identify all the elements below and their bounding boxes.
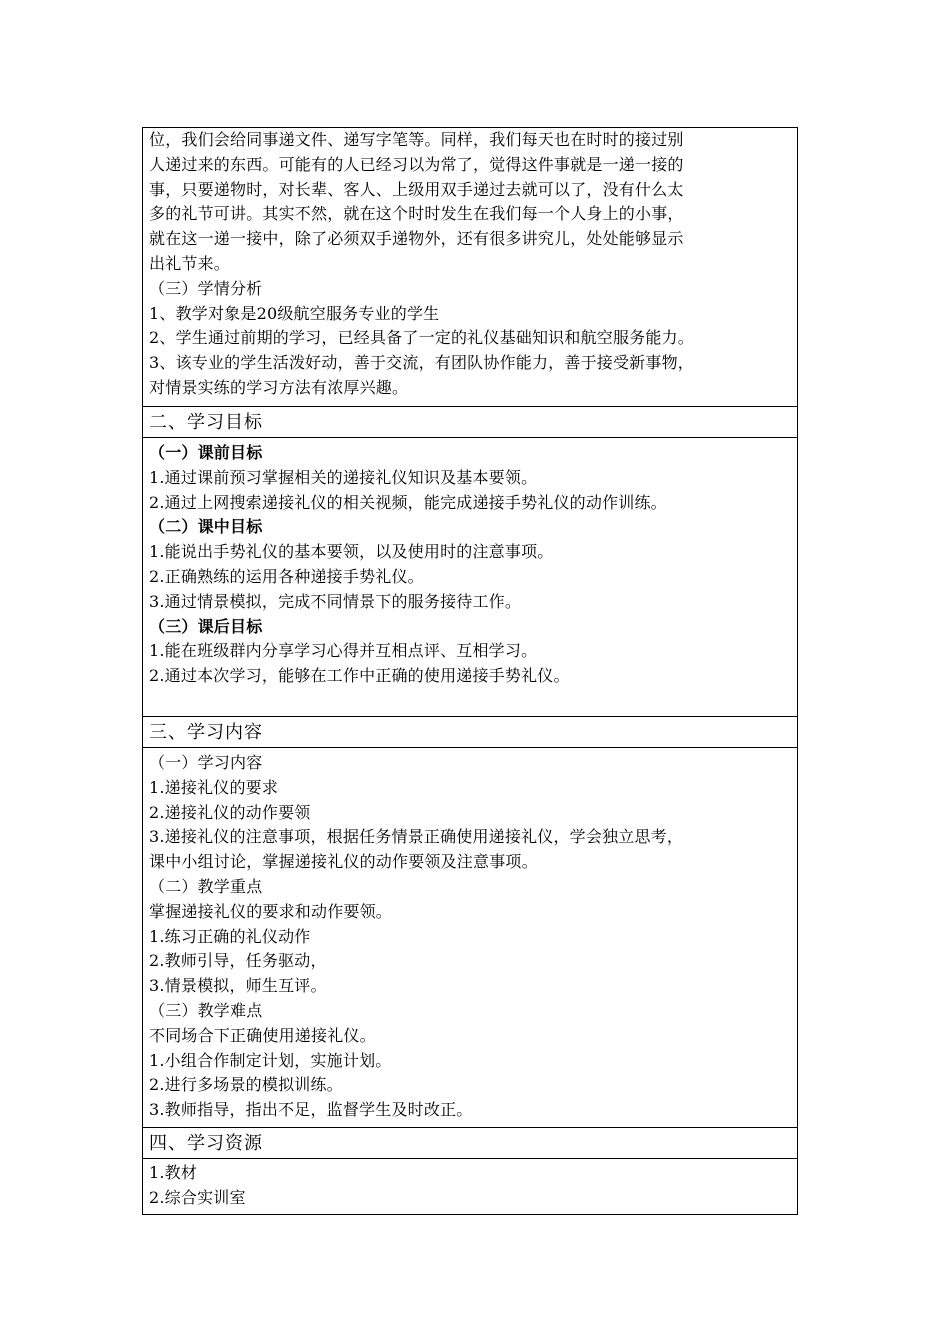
pre-class-objective-subheading: （一）课前目标 — [149, 443, 263, 462]
content-subheading: （一）学习内容 — [149, 753, 263, 772]
section-heading-learning-content: 三、学习内容 — [143, 716, 797, 747]
section-heading-learning-objectives: 二、学习目标 — [143, 406, 797, 437]
intro-line: 对情景实练的学习方法有浓厚兴趣。 — [149, 377, 409, 397]
content-line: 不同场合下正确使用递接礼仪。 — [149, 1025, 376, 1045]
in-class-objective-subheading: （二）课中目标 — [149, 517, 263, 537]
objective-line: 3.通过情景模拟，完成不同情景下的服务接待工作。 — [149, 591, 522, 611]
objective-line: 1.通过课前预习掌握相关的递接礼仪知识及基本要领。 — [149, 467, 538, 487]
objective-line: 1.能说出手势礼仪的基本要领，以及使用时的注意事项。 — [149, 542, 554, 562]
objective-line: 2.通过本次学习，能够在工作中正确的使用递接手势礼仪。 — [149, 666, 570, 686]
objective-line: 2.正确熟练的运用各种递接手势礼仪。 — [149, 566, 424, 586]
content-line: 2.递接礼仪的动作要领 — [149, 802, 311, 822]
lesson-plan-table — [142, 127, 798, 1215]
after-class-objective-subheading: （三）课后目标 — [149, 616, 263, 636]
objective-line: 2.通过上网搜索递接礼仪的相关视频，能完成递接手势礼仪的动作训练。 — [149, 492, 667, 512]
intro-line: 人递过来的东西。可能有的人已经习以为常了，觉得这件事就是一递一接的 — [149, 154, 684, 174]
key-points-subheading: （二）教学重点 — [149, 876, 263, 896]
intro-line: 2、学生通过前期的学习，已经具备了一定的礼仪基础知识和航空服务能力。 — [149, 328, 694, 348]
intro-line: 多的礼节可讲。其实不然，就在这个时时发生在我们每一个人身上的小事， — [149, 204, 684, 224]
intro-line: 就在这一递一接中，除了必须双手递物外，还有很多讲究儿，处处能够显示 — [149, 229, 684, 249]
intro-line: 1、教学对象是20级航空服务专业的学生 — [149, 303, 440, 323]
resources-content-cell — [143, 1158, 797, 1214]
content-line: 2.教师引导，任务驱动， — [149, 951, 327, 971]
content-line: 3.教师指导，指出不足，监督学生及时改正。 — [149, 1100, 473, 1120]
content-line: 掌握递接礼仪的要求和动作要领。 — [149, 901, 393, 921]
resource-line: 2.综合实训室 — [149, 1187, 246, 1207]
content-line: 1.递接礼仪的要求 — [149, 777, 279, 797]
intro-line: 3、该专业的学生活泼好动，善于交流，有团队协作能力，善于接受新事物， — [149, 353, 694, 373]
intro-content-cell — [143, 128, 797, 406]
intro-line: 出礼节来。 — [149, 253, 231, 273]
intro-line: 事，只要递物时，对长辈、客人、上级用双手递过去就可以了，没有什么太 — [149, 179, 684, 199]
content-line: 1.练习正确的礼仪动作 — [149, 926, 311, 946]
content-line: 课中小组讨论，掌握递接礼仪的动作要领及注意事项。 — [149, 852, 538, 872]
content-line: 3.情景模拟，师生互评。 — [149, 976, 327, 996]
content-line: 2.进行多场景的模拟训练。 — [149, 1075, 343, 1095]
content-line: 3.递接礼仪的注意事项，根据任务情景正确使用递接礼仪，学会独立思考， — [149, 827, 684, 847]
learning-content-cell — [143, 747, 797, 1127]
resource-line: 1.教材 — [149, 1163, 198, 1182]
learner-analysis-subheading: （三）学情分析 — [149, 278, 263, 298]
content-line: 1.小组合作制定计划，实施计划。 — [149, 1050, 392, 1070]
difficulties-subheading: （三）教学难点 — [149, 1000, 263, 1020]
objective-line: 1.能在班级群内分享学习心得并互相点评、互相学习。 — [149, 641, 538, 661]
section-heading-learning-resources: 四、学习资源 — [143, 1127, 797, 1158]
intro-line: 位，我们会给同事递文件、递写字笔等。同样，我们每天也在时时的接过别 — [149, 130, 684, 149]
objectives-content-cell — [143, 437, 797, 716]
